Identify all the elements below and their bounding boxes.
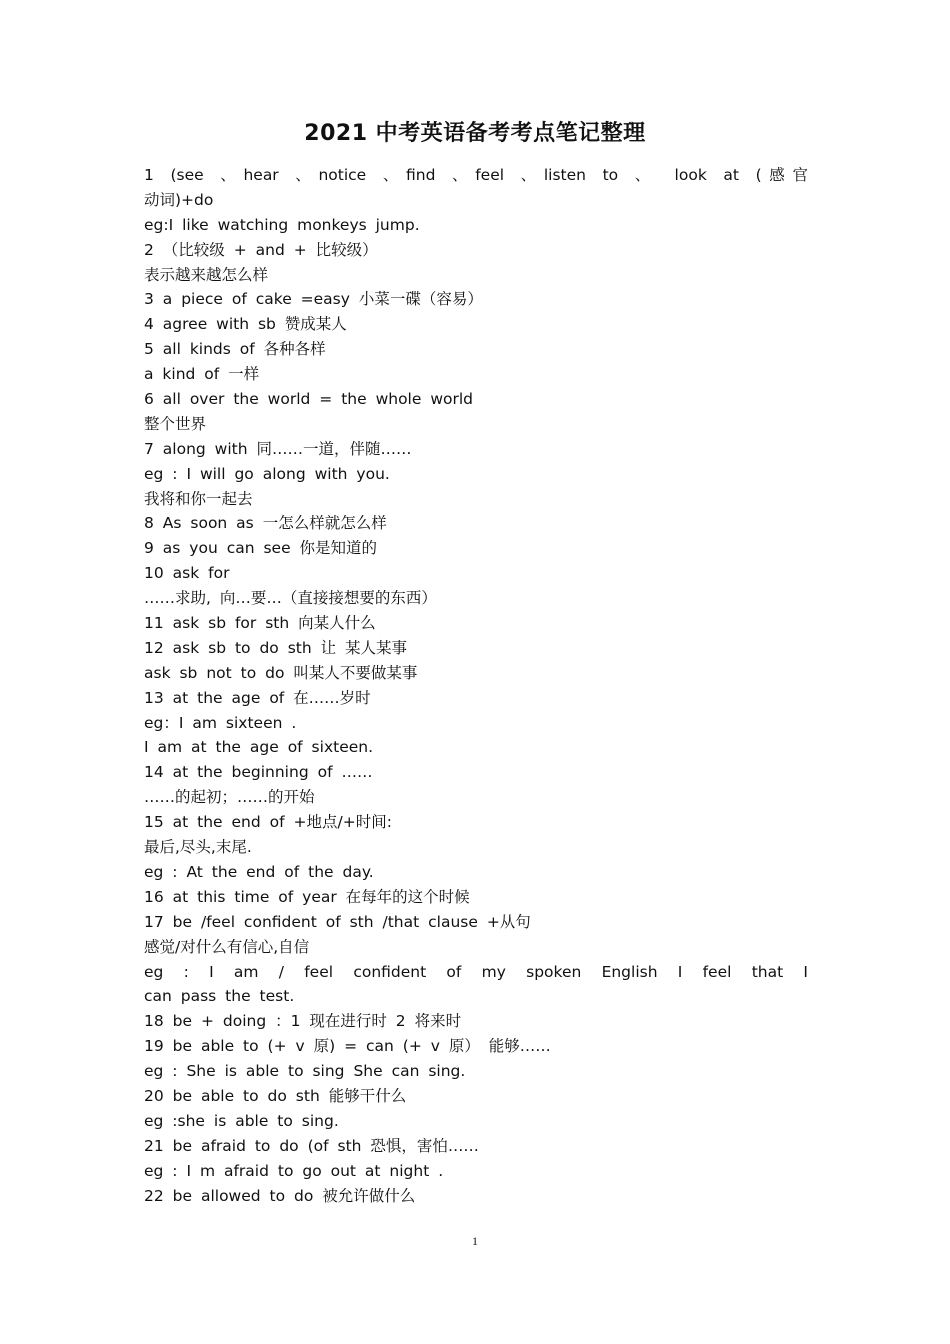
text-line: 6 all over the world = the whole world <box>144 390 473 409</box>
text-line: 3 a piece of cake =easy 小菜一碟（容易） <box>144 290 483 309</box>
document-body <box>144 163 808 1208</box>
text-line: 18 be + doing ：1 现在进行时 2 将来时 <box>144 1012 462 1031</box>
text-line: eg：I am sixteen . <box>144 713 297 732</box>
text-line: 表示越来越怎么样 <box>144 265 269 284</box>
text-line: 整个世界 <box>144 414 207 433</box>
text-line: 4 agree with sb 赞成某人 <box>144 315 347 334</box>
text-line: 2 （比较级 + and + 比较级） <box>144 240 378 259</box>
text-line: eg : I am / feel confident of my spoken English I feel that I <box>144 962 808 981</box>
text-line: 11 ask sb for sth 向某人什么 <box>144 614 376 633</box>
text-line: 20 be able to do sth 能够干什么 <box>144 1086 407 1105</box>
text-line: can pass the test. <box>144 987 295 1006</box>
page-number: 1 <box>472 1234 478 1248</box>
text-line: ……的起初；……的开始 <box>144 788 315 807</box>
text-line: eg : I will go along with you. <box>144 464 390 483</box>
text-line: 1 (see 、hear 、notice 、find 、feel 、listen to 、 look at (感官 <box>144 166 808 184</box>
text-line: 19 be able to (+ v 原) = can (+ v 原） 能够…… <box>144 1037 551 1056</box>
text-line: 动词)+do <box>144 190 214 209</box>
text-line: 17 be /feel confident of sth /that clause +从句 <box>144 912 531 931</box>
text-line: 14 at the beginning of …… <box>144 763 373 782</box>
text-line: 10 ask for <box>144 564 230 583</box>
text-line: 最后,尽头,末尾. <box>144 838 252 857</box>
text-line: eg:I like watching monkeys jump. <box>144 215 420 234</box>
text-line: I am at the age of sixteen. <box>144 738 374 757</box>
text-line: 7 along with 同……一道，伴随…… <box>144 439 412 458</box>
text-line: 5 all kinds of 各种各样 <box>144 340 326 359</box>
text-line: 16 at this time of year 在每年的这个时候 <box>144 887 470 906</box>
text-line: 13 at the age of 在……岁时 <box>144 688 371 707</box>
text-line: eg : She is able to sing She can sing. <box>144 1062 466 1081</box>
text-line: 9 as you can see 你是知道的 <box>144 539 378 558</box>
text-line: 12 ask sb to do sth 让 某人某事 <box>144 638 408 657</box>
text-line: a kind of 一样 <box>144 365 260 384</box>
text-line: eg : I m afraid to go out at night . <box>144 1161 444 1180</box>
text-line: 感觉/对什么有信心,自信 <box>144 937 310 956</box>
text-line: ask sb not to do 叫某人不要做某事 <box>144 663 418 682</box>
text-line: 我将和你一起去 <box>144 489 253 508</box>
text-line: 21 be afraid to do (of sth 恐惧，害怕…… <box>144 1136 479 1155</box>
text-line: ……求助, 向…要…（直接接想要的东西） <box>144 589 437 608</box>
text-line: 22 be allowed to do 被允许做什么 <box>144 1186 416 1205</box>
text-line: 8 As soon as 一怎么样就怎么样 <box>144 514 387 533</box>
text-line: eg :she is able to sing. <box>144 1111 339 1130</box>
text-line: 15 at the end of +地点/+时间: <box>144 813 392 832</box>
text-line: eg : At the end of the day. <box>144 862 374 881</box>
document-title: 2021 中考英语备考考点笔记整理 <box>304 121 646 146</box>
